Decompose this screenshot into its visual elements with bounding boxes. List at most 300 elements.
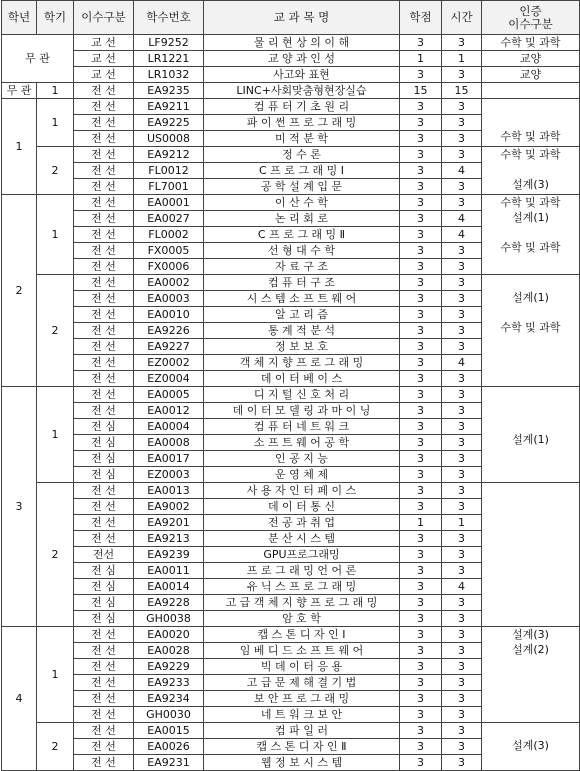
table-row	[2, 387, 580, 403]
course-name: GPU프로그래밍	[204, 547, 400, 563]
course-name: 컴 퓨 터 기 초 원 리	[204, 99, 400, 115]
course-name: 웹 정 보 시 스 템	[204, 755, 400, 771]
course-hours: 3	[442, 563, 482, 579]
course-type: 전선	[74, 547, 134, 563]
course-name: 사 용 자 인 터 페 이 스	[204, 483, 400, 499]
course-code: GH0038	[134, 611, 204, 627]
course-credit: 3	[400, 355, 442, 371]
course-code: EA0005	[134, 387, 204, 403]
course-type: 전 선	[74, 147, 134, 163]
header-row	[2, 1, 580, 35]
course-hours: 3	[442, 259, 482, 275]
course-credit: 3	[400, 99, 442, 115]
course-name: 전 공 과 취 업	[204, 515, 400, 531]
course-name: 자 료 구 조	[204, 259, 400, 275]
cert-value	[482, 335, 579, 350]
course-code: EA9227	[134, 339, 204, 355]
course-name: 미 적 분 학	[204, 131, 400, 147]
cert-value	[482, 528, 579, 543]
course-credit: 3	[400, 595, 442, 611]
table-row	[2, 83, 580, 99]
course-credit: 3	[400, 675, 442, 691]
course-hours: 3	[442, 483, 482, 499]
course-type: 전 선	[74, 723, 134, 739]
course-credit: 3	[400, 195, 442, 211]
cert-value	[482, 402, 579, 417]
course-hours: 3	[442, 179, 482, 195]
course-name: 암 호 학	[204, 611, 400, 627]
course-hours: 3	[442, 451, 482, 467]
course-name: C 프 로 그 래 밍 Ⅰ	[204, 163, 400, 179]
cert-value	[482, 305, 579, 320]
cert-cell	[482, 627, 580, 723]
course-hours: 3	[442, 195, 482, 211]
course-code: LF9252	[134, 35, 204, 51]
course-hours: 3	[442, 147, 482, 163]
cert-value: 수학 및 과학	[500, 196, 561, 209]
cert-value	[482, 588, 579, 603]
table-row	[2, 67, 580, 83]
course-name: 컴 퓨 터 구 조	[204, 275, 400, 291]
cert-value: 설계(1)	[512, 211, 549, 224]
course-hours: 3	[442, 291, 482, 307]
cert-cell	[482, 195, 580, 275]
course-type: 전 선	[74, 211, 134, 227]
table-row	[2, 99, 580, 115]
course-type: 전 선	[74, 403, 134, 419]
col-header-course-name: 교 과 목 명	[204, 1, 400, 35]
course-credit: 3	[400, 387, 442, 403]
course-hours: 4	[442, 211, 482, 227]
course-code: FX0005	[134, 243, 204, 259]
course-code: EA9229	[134, 659, 204, 675]
cert-value	[482, 603, 579, 618]
cert-value	[482, 83, 580, 99]
course-hours: 3	[442, 35, 482, 51]
course-hours: 3	[442, 691, 482, 707]
cert-cell	[482, 99, 580, 147]
table-row	[2, 195, 580, 211]
course-type: 전 선	[74, 675, 134, 691]
course-hours: 3	[442, 755, 482, 771]
course-name: 논 리 회 로	[204, 211, 400, 227]
course-hours: 3	[442, 435, 482, 451]
course-credit: 3	[400, 323, 442, 339]
course-code: EA0001	[134, 195, 204, 211]
course-name: 객 체 지 향 프 로 그 래 밍	[204, 355, 400, 371]
course-credit: 3	[400, 755, 442, 771]
course-code: EA9226	[134, 323, 204, 339]
course-hours: 4	[442, 227, 482, 243]
course-hours: 4	[442, 355, 482, 371]
course-credit: 3	[400, 643, 442, 659]
course-code: EA9231	[134, 755, 204, 771]
course-code: EA0004	[134, 419, 204, 435]
cert-value	[482, 543, 579, 558]
grade-cell: 3	[2, 387, 37, 627]
course-type: 전 선	[74, 531, 134, 547]
course-hours: 3	[442, 387, 482, 403]
course-type: 전 선	[74, 99, 134, 115]
cert-value	[482, 687, 579, 702]
course-code: US0008	[134, 131, 204, 147]
semester-cell: 1	[37, 195, 74, 275]
course-credit: 3	[400, 307, 442, 323]
course-name: 보 안 프 로 그 래 밍	[204, 691, 400, 707]
cert-value: 수학 및 과학	[500, 321, 561, 334]
course-code: EA0027	[134, 211, 204, 227]
course-hours: 3	[442, 659, 482, 675]
course-type: 전 선	[74, 691, 134, 707]
course-code: EZ0004	[134, 371, 204, 387]
course-type: 전 선	[74, 179, 134, 195]
course-name: 디 지 털 신 호 처 리	[204, 387, 400, 403]
course-credit: 3	[400, 435, 442, 451]
course-type: 전 선	[74, 291, 134, 307]
course-code: EA9234	[134, 691, 204, 707]
course-name: 데 이 터 통 신	[204, 499, 400, 515]
course-credit: 3	[400, 371, 442, 387]
cert-value	[482, 657, 579, 672]
course-code: FX0006	[134, 259, 204, 275]
cert-value	[482, 513, 579, 528]
course-credit: 3	[400, 211, 442, 227]
course-hours: 3	[442, 643, 482, 659]
course-name: 컴 퓨 터 네 트 워 크	[204, 419, 400, 435]
cert-value	[482, 365, 579, 380]
course-credit: 3	[400, 531, 442, 547]
course-name: 캡 스 톤 디 자 인 Ⅱ	[204, 739, 400, 755]
course-code: EZ0002	[134, 355, 204, 371]
course-name: 유 닉 스 프 로 그 래 밍	[204, 579, 400, 595]
course-credit: 3	[400, 147, 442, 163]
grade-cell: 2	[2, 195, 37, 387]
col-header-cert	[482, 1, 580, 35]
course-name: 빅 데 이 터 응 용	[204, 659, 400, 675]
table-row	[2, 35, 580, 51]
course-type: 전 선	[74, 275, 134, 291]
course-credit: 3	[400, 483, 442, 499]
cert-value	[482, 702, 579, 717]
table-row	[2, 483, 580, 499]
cert-value	[482, 350, 579, 365]
course-credit: 15	[400, 83, 442, 99]
grade-cell: 1	[2, 99, 37, 195]
course-credit: 3	[400, 419, 442, 435]
cert-value	[482, 483, 579, 498]
cert-value	[482, 723, 579, 738]
course-type: 전 심	[74, 451, 134, 467]
course-code: EZ0003	[134, 467, 204, 483]
grade-cell: 무 관	[2, 83, 37, 99]
cert-value	[482, 498, 579, 513]
cert-cell	[482, 483, 580, 627]
course-name: 데 이 터 베 이 스	[204, 371, 400, 387]
course-hours: 3	[442, 499, 482, 515]
course-code: EA0028	[134, 643, 204, 659]
course-code: EA0002	[134, 275, 204, 291]
cert-value	[482, 225, 579, 240]
course-type: 전 선	[74, 307, 134, 323]
cert-value: 교양	[482, 51, 580, 67]
course-credit: 3	[400, 291, 442, 307]
course-type: 전 선	[74, 355, 134, 371]
course-name: 캡 스 톤 디 자 인 Ⅰ	[204, 627, 400, 643]
semester-cell: 1	[37, 99, 74, 147]
course-type: 전 선	[74, 259, 134, 275]
course-name: 공 학 설 계 입 문	[204, 179, 400, 195]
course-name: 정 수 론	[204, 147, 400, 163]
course-hours: 3	[442, 547, 482, 563]
cert-value: 수학 및 과학	[500, 148, 561, 161]
course-name: 프 로 그 래 밍 언 어 론	[204, 563, 400, 579]
cert-value: 설계(3)	[512, 178, 549, 191]
course-code: EA0003	[134, 291, 204, 307]
course-type: 교 선	[74, 51, 134, 67]
course-credit: 1	[400, 515, 442, 531]
course-credit: 3	[400, 707, 442, 723]
course-credit: 3	[400, 227, 442, 243]
course-hours: 3	[442, 611, 482, 627]
course-name: 고 급 객 체 지 향 프 로 그 래 밍	[204, 595, 400, 611]
course-code: EA0026	[134, 739, 204, 755]
course-code: FL0002	[134, 227, 204, 243]
table-body	[2, 35, 580, 771]
course-hours: 3	[442, 323, 482, 339]
course-code: EA0020	[134, 627, 204, 643]
course-type: 전 선	[74, 627, 134, 643]
course-type: 전 선	[74, 339, 134, 355]
course-credit: 3	[400, 563, 442, 579]
course-code: EA0012	[134, 403, 204, 419]
table-row	[2, 51, 580, 67]
course-type: 전 선	[74, 195, 134, 211]
course-credit: 3	[400, 547, 442, 563]
course-type: 전 심	[74, 563, 134, 579]
course-type: 전 심	[74, 419, 134, 435]
course-credit: 3	[400, 403, 442, 419]
cert-cell	[482, 723, 580, 771]
course-credit: 3	[400, 115, 442, 131]
course-code: EA0010	[134, 307, 204, 323]
course-type: 전 선	[74, 163, 134, 179]
course-name: 고 급 문 제 해 결 기 법	[204, 675, 400, 691]
cert-value	[482, 462, 579, 477]
course-type: 교 선	[74, 35, 134, 51]
col-header-type: 이수구분	[74, 1, 134, 35]
course-hours: 3	[442, 99, 482, 115]
course-hours: 3	[442, 67, 482, 83]
cert-value	[482, 672, 579, 687]
course-credit: 3	[400, 243, 442, 259]
cert-header-line1: 인증	[519, 3, 542, 18]
course-name: LINC+사회맞춤형현장실습	[204, 83, 400, 99]
cert-value	[482, 447, 579, 462]
course-code: EA0015	[134, 723, 204, 739]
course-credit: 3	[400, 179, 442, 195]
course-name: 분 산 시 스 템	[204, 531, 400, 547]
course-credit: 3	[400, 163, 442, 179]
cert-value	[482, 255, 579, 270]
course-type: 전 선	[74, 243, 134, 259]
grade-cell: 4	[2, 627, 37, 771]
course-code: EA9235	[134, 83, 204, 99]
course-credit: 3	[400, 627, 442, 643]
course-hours: 3	[442, 275, 482, 291]
course-hours: 3	[442, 739, 482, 755]
course-credit: 1	[400, 51, 442, 67]
course-type: 전 선	[74, 371, 134, 387]
curriculum-table	[1, 0, 580, 771]
course-name: 물 리 현 상 의 이 해	[204, 35, 400, 51]
course-hours: 3	[442, 339, 482, 355]
course-hours: 3	[442, 707, 482, 723]
course-name: C 프 로 그 래 밍 Ⅱ	[204, 227, 400, 243]
cert-value	[482, 162, 579, 177]
cert-value	[482, 417, 579, 432]
semester-cell: 1	[37, 83, 74, 99]
course-type: 전 선	[74, 387, 134, 403]
course-hours: 3	[442, 723, 482, 739]
course-type: 전 선	[74, 755, 134, 771]
course-credit: 3	[400, 35, 442, 51]
course-code: LR1032	[134, 67, 204, 83]
course-code: EA9211	[134, 99, 204, 115]
course-name: 통 계 적 분 석	[204, 323, 400, 339]
course-type: 전 선	[74, 707, 134, 723]
course-type: 전 선	[74, 227, 134, 243]
course-type: 전 선	[74, 115, 134, 131]
course-type: 전 심	[74, 579, 134, 595]
semester-cell: 2	[37, 275, 74, 387]
course-code: FL0012	[134, 163, 204, 179]
course-credit: 3	[400, 131, 442, 147]
course-code: EA9239	[134, 547, 204, 563]
course-type: 전 선	[74, 515, 134, 531]
course-name: 시 스 템 소 프 트 웨 어	[204, 291, 400, 307]
cert-value: 설계(3)	[512, 739, 549, 752]
semester-cell: 1	[37, 627, 74, 723]
table-row	[2, 147, 580, 163]
cert-header-line2: 이수구분	[508, 16, 553, 31]
course-code: EA9233	[134, 675, 204, 691]
course-type: 전 선	[74, 659, 134, 675]
cert-value	[482, 558, 579, 573]
col-header-semester: 학기	[37, 1, 74, 35]
cert-value: 수학 및 과학	[500, 130, 561, 143]
cert-value: 설계(2)	[512, 643, 549, 656]
col-header-grade: 학년	[2, 1, 37, 35]
course-type: 전 선	[74, 483, 134, 499]
course-name: 인 공 지 능	[204, 451, 400, 467]
cert-value	[482, 114, 579, 129]
course-credit: 3	[400, 259, 442, 275]
course-type: 전 선	[74, 739, 134, 755]
semester-cell: 2	[37, 483, 74, 627]
course-code: FL7001	[134, 179, 204, 195]
course-credit: 3	[400, 691, 442, 707]
course-name: 소 프 트 웨 어 공 학	[204, 435, 400, 451]
cert-value	[482, 275, 579, 290]
semester-cell: 2	[37, 723, 74, 771]
course-credit: 3	[400, 739, 442, 755]
course-code: EA0017	[134, 451, 204, 467]
semester-cell: 2	[37, 147, 74, 195]
cert-value	[482, 753, 579, 768]
course-hours: 3	[442, 243, 482, 259]
course-code: EA9201	[134, 515, 204, 531]
course-code: EA0011	[134, 563, 204, 579]
course-type: 전 선	[74, 643, 134, 659]
cert-value: 수학 및 과학	[500, 241, 561, 254]
cert-value: 설계(3)	[512, 628, 549, 641]
course-credit: 3	[400, 499, 442, 515]
course-hours: 4	[442, 579, 482, 595]
course-type: 전 선	[74, 83, 134, 99]
cert-value	[482, 99, 579, 114]
course-code: EA9213	[134, 531, 204, 547]
course-hours: 3	[442, 115, 482, 131]
cert-cell	[482, 387, 580, 483]
course-name: 파 이 썬 프 로 그 래 밍	[204, 115, 400, 131]
course-type: 전 심	[74, 595, 134, 611]
table-row	[2, 627, 580, 643]
course-name: 사고와 표현	[204, 67, 400, 83]
cert-cell	[482, 275, 580, 387]
course-hours: 3	[442, 403, 482, 419]
course-code: EA9225	[134, 115, 204, 131]
course-name: 컴 파 일 러	[204, 723, 400, 739]
cert-value: 설계(1)	[512, 433, 549, 446]
course-hours: 3	[442, 531, 482, 547]
course-hours: 1	[442, 515, 482, 531]
course-name: 정 보 보 호	[204, 339, 400, 355]
course-type: 전 심	[74, 611, 134, 627]
course-code: LR1221	[134, 51, 204, 67]
course-code: EA9002	[134, 499, 204, 515]
col-header-hours: 시간	[442, 1, 482, 35]
course-type: 전 심	[74, 435, 134, 451]
course-name: 데 이 터 모 델 링 과 마 이 닝	[204, 403, 400, 419]
course-hours: 3	[442, 419, 482, 435]
course-hours: 3	[442, 307, 482, 323]
cert-value	[482, 573, 579, 588]
grade-cell: 무 관	[2, 35, 74, 83]
course-name: 네 트 워 크 보 안	[204, 707, 400, 723]
semester-cell: 1	[37, 387, 74, 483]
course-code: EA0013	[134, 483, 204, 499]
course-code: EA9228	[134, 595, 204, 611]
course-hours: 3	[442, 131, 482, 147]
course-hours: 3	[442, 595, 482, 611]
course-name: 운 영 체 제	[204, 467, 400, 483]
col-header-credit: 학점	[400, 1, 442, 35]
course-type: 전 선	[74, 323, 134, 339]
course-hours: 3	[442, 467, 482, 483]
course-name: 임 베 디 드 소 프 트 웨 어	[204, 643, 400, 659]
course-credit: 3	[400, 723, 442, 739]
course-credit: 3	[400, 467, 442, 483]
cert-value	[482, 387, 579, 402]
course-credit: 3	[400, 451, 442, 467]
course-credit: 3	[400, 579, 442, 595]
course-code: EA9212	[134, 147, 204, 163]
table-row	[2, 275, 580, 291]
course-type: 교 선	[74, 67, 134, 83]
course-name: 선 형 대 수 학	[204, 243, 400, 259]
course-name: 알 고 리 즘	[204, 307, 400, 323]
course-hours: 1	[442, 51, 482, 67]
